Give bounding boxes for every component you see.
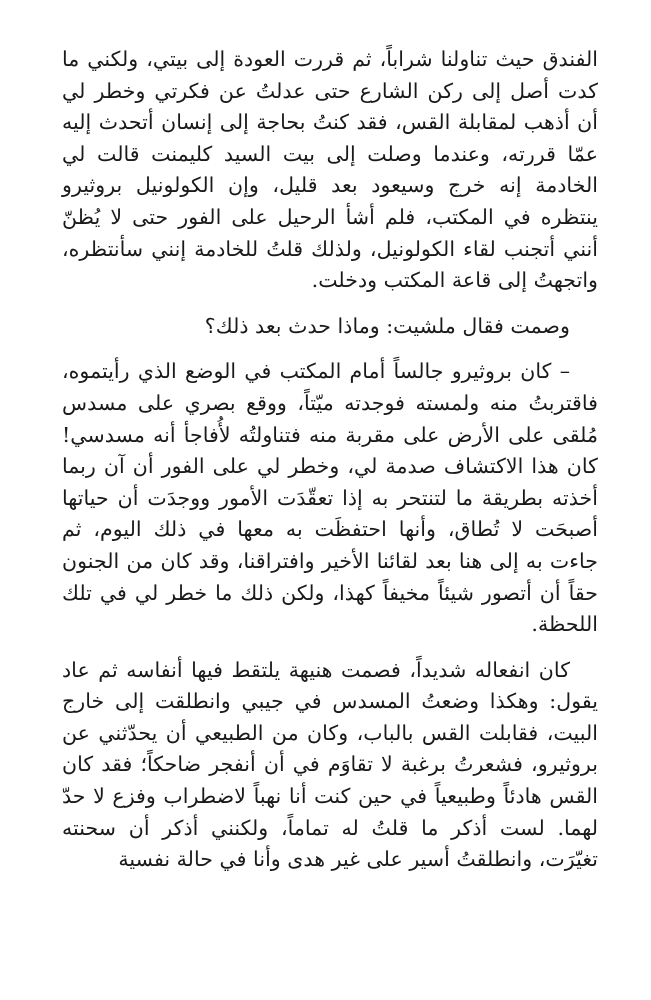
book-page	[62, 44, 598, 876]
paragraph-hotel-visit: الفندق حيث تناولنا شراباً، ثم قررت العودة إلى بيتي، ولكني ما كدت أصل إلى ركن الشارع حتى عدلتُ عن فكرتي وخطر لي أن أذهب لمقابلة القس، فقد كنتُ بحاجة إلى إنسان أتحدث إليه عمّا قررته، وعندما وصلت إلى بيت السيد كليمنت قالت لي الخادمة إنه خرج وسيعود بعد قليل، وإن الكولونيل بروثيرو ينتظره في المكتب، فلم أشأ الرحيل على الفور حتى لا يُظنّ أنني أتجنب لقاء الكولونيل، ولذلك قلتُ للخادمة إنني سأنتظره، واتجهتُ إلى قاعة المكتب ودخلت.	[62, 47, 598, 293]
paragraph-revolver-pocket: كان انفعاله شديداً، فصمت هنيهة يلتقط فيها أنفاسه ثم عاد يقول: وهكذا وضعتُ المسدس في جيبي وانطلقت إلى خارج البيت، فقابلت القس بالباب، وكان من الطبيعي أن يحدّثني عن بروثيرو، فشعرتُ برغبة لا تقاوَم في أن أنفجر ضاحكاً؛ فقد كان القس هادئاً وطبيعياً في حين كنت أنا نهباً لاضطراب وفزع لا حدّ لهما. لست أذكر ما قلتُ له تماماً، ولكنني أذكر أن سحنته تغيّرَت، وانطلقتُ أسير على غير هدى وأنا في حالة نفسية	[62, 657, 598, 872]
paragraph-protheroe-found: – كان بروثيرو جالساً أمام المكتب في الوضع الذي رأيتموه، فاقتربتُ منه ولمسته فوجدته ميّتاً، ووقع بصري على مسدس مُلقى على الأرض على مقربة منه فتناولتُه لأُفاجأ أنه مسدسي! كان هذا الاكتشاف صدمة لي، وخطر لي على الفور أن آن ربما أخذته بطريقة ما لتنتحر به إذا تعقّدَت الأمور ووجدَت أن حياتها أصبحَت لا تُطاق، وأنها احتفظَت به معها في ذلك اليوم، ثم جاءت به إلى هنا بعد لقائنا الأخير وافتراقنا، وقد كان من الجنون حقاً أن أتصور شيئاً مخيفاً كهذا، ولكن ذلك ما خطر لي في تلك اللحظة.	[62, 359, 598, 637]
paragraph-melchett-question: وصمت فقال ملشيت: وماذا حدث بعد ذلك؟	[204, 313, 570, 338]
